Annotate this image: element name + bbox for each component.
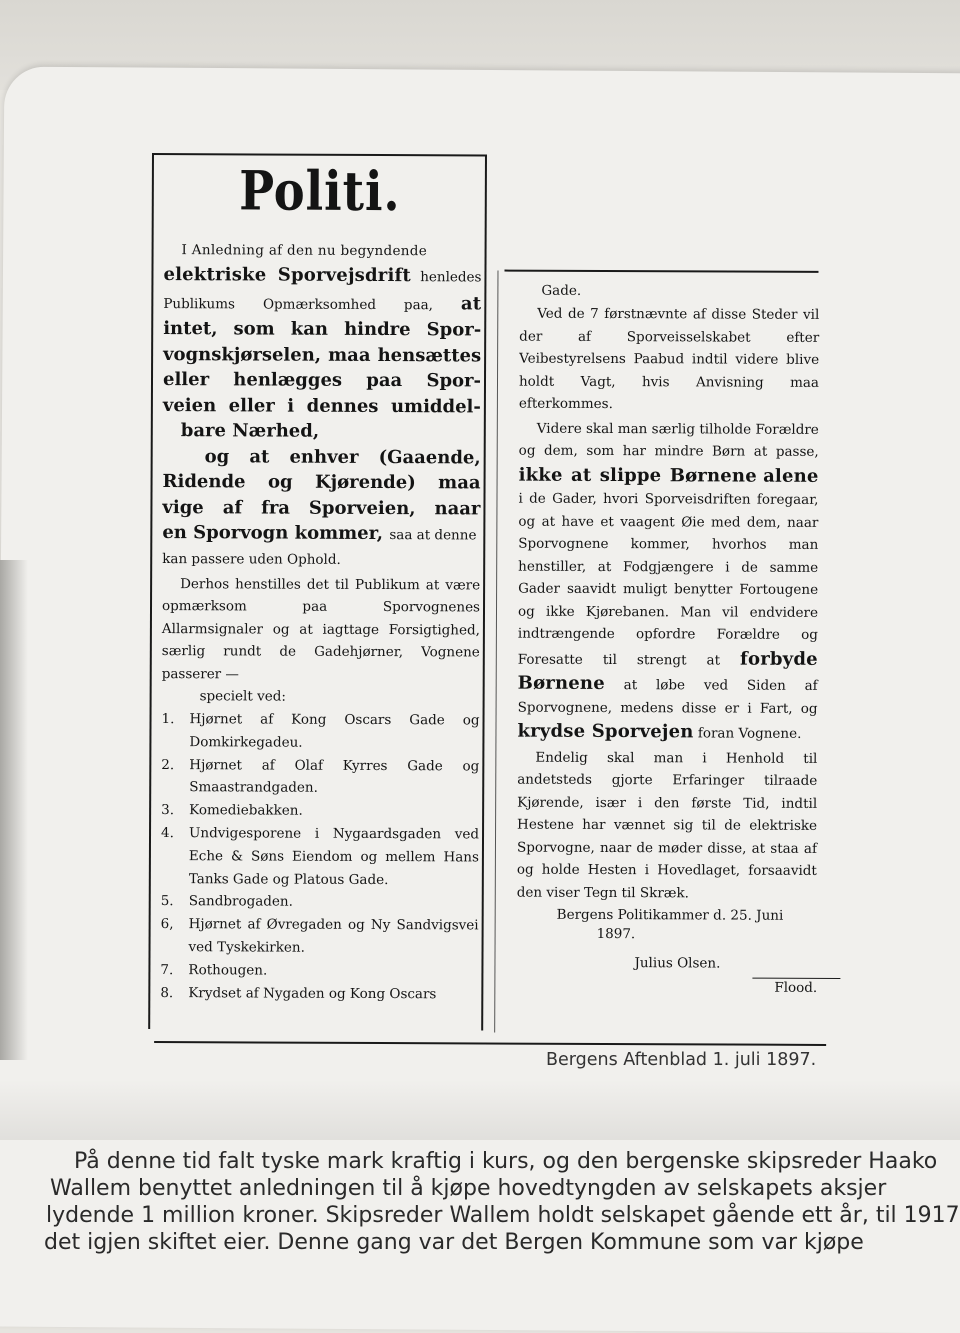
signature-olsen: Julius Olsen. <box>634 955 721 972</box>
list-item <box>160 959 478 983</box>
list-text: Undvigesporene i Nygaardsgaden ved Eche & Søns Eiendom og mellem Hans Tanks Gade og Platous Gade. <box>188 825 480 888</box>
publikum-text: Publikums Opmærksomhed paa, <box>163 296 434 314</box>
publikum-line <box>163 290 481 317</box>
body-line: det igjen skiftet eier. Denne gang var det Bergen Kommune som var kjøpe <box>44 1230 864 1255</box>
newspaper-clipping <box>146 153 832 1048</box>
year: 1897. <box>596 925 636 943</box>
page-gutter-shadow <box>0 560 28 1060</box>
list-item <box>161 799 479 823</box>
book-body-text <box>44 1148 960 1256</box>
list-item <box>160 913 478 960</box>
list-text: Krydset af Nygaden og Kong Oscars <box>188 984 437 1002</box>
list-number: 8. <box>160 984 174 1001</box>
gade-line: Gade. <box>541 282 582 299</box>
list-number: 4. <box>160 825 174 842</box>
small-after-text: saa at denne <box>389 527 477 544</box>
paragraph-endelig: Endelig skal man i Henhold til andetsteds gjorte Erfaringer tilraade Kjørende, især i den første Tid, indtil Hestene har vænnet sig til de elektriske Sporvogne, naar de møder disse, at staa af og holde Hesten i Hovedlaget, forsaavidt den viser Tegn til Skræk. <box>516 749 818 901</box>
clipping-title: Politi. <box>239 158 401 224</box>
bold-line: og at enhver (Gaaende, <box>204 445 481 468</box>
bold-line: intet, som kan hindre Spor- <box>163 318 482 341</box>
page-curve-shadow <box>0 1080 960 1140</box>
clipping-top-rule-right <box>504 270 818 273</box>
list-item <box>161 708 479 755</box>
right-column <box>516 280 819 1000</box>
gader-text: i de Gader, hvori Sporveisdriften foregaar, og at have et vaagent Øie med dem, naar Sporvognene kommer, hvorhos man henstiller, at Fodgjængere i de samme Gader saavidt muligt benytter Fortougene og ikke Kjørebanen. Man vil endvidere indtrængende opfordre Forældre og Foresatte til strengt at <box>517 490 819 668</box>
list-item <box>160 982 478 1006</box>
right-column-left-rule <box>494 271 498 1033</box>
passe-text: passe, <box>775 443 819 460</box>
list-item <box>161 754 479 801</box>
list-text: Hjørnet af Øvregaden og Ny Sandvigsvei ved Tyskekirken. <box>188 916 479 956</box>
bold-ikke-slippe: ikke at slippe Børnene <box>518 464 757 487</box>
list-text: Hjørnet af Olaf Kyrres Gade og Smaastrandgaden. <box>189 756 480 797</box>
bold-line: Ridende og Kjørende) maa <box>162 471 481 494</box>
intro-rest: henledes <box>420 269 482 286</box>
paragraph-vagt: Ved de 7 førstnævnte af disse Steder vil der af Sporveisselskabet efter Veibestyrelsens Paabud indtil videre blive holdt Vagt, hvis Anvisning maa efterkommes. <box>518 305 820 413</box>
left-column <box>160 239 481 1006</box>
column-divider <box>481 154 487 1030</box>
bold-line: veien eller i dennes umiddel- <box>162 394 481 417</box>
body-line: Wallem benyttet anledningen til å kjøpe hovedtyngden av selskapets aksjer <box>50 1176 887 1201</box>
bold-alene: alene <box>763 465 819 487</box>
bold-line: bare Nærhed, <box>180 420 320 442</box>
signature-flood: Flood. <box>774 979 818 996</box>
list-number: 1. <box>161 711 175 728</box>
foran-text: foran Vognene. <box>697 725 802 742</box>
clipping-top-rule-left <box>152 153 486 156</box>
specielt-line: specielt ved: <box>199 688 286 705</box>
body-line: På denne tid falt tyske mark kraftig i kurs, og den bergenske skipsreder Haako <box>74 1149 938 1174</box>
lobe-text: at løbe ved Siden af Sporvognene, medens disse er i Fart, og <box>517 677 818 717</box>
paragraph-videre <box>517 417 818 745</box>
list-number: 7. <box>160 961 174 978</box>
list-number: 5. <box>160 893 174 910</box>
clipping-bottom-rule <box>154 1041 826 1046</box>
warning-bold-block <box>162 316 481 549</box>
bold-line: eller henlægges paa Spor- <box>162 369 482 392</box>
intro-bold: elektriske Sporvejsdrift <box>163 264 412 287</box>
place-date: Bergens Politikammer d. 25. Juni <box>556 906 784 924</box>
list-text: Komediebakken. <box>189 802 303 819</box>
videre-text: Videre skal man særlig tilholde Forældre og dem, som har mindre Børn at <box>518 420 819 460</box>
intro-line-2 <box>163 262 481 289</box>
bold-krydse: krydse Sporvejen <box>517 720 694 743</box>
bold-line: vognskjørselen, maa hensættes <box>163 343 482 366</box>
list-text: Rothougen. <box>188 961 268 979</box>
bold-forbyde: forbyde Børnene <box>517 648 818 694</box>
body-line: lydende 1 million kroner. Skipsreder Wallem holdt selskapet gående ett år, til 1917 <box>46 1203 960 1228</box>
places-list <box>160 708 479 1006</box>
ophold-line: kan passere uden Ophold. <box>162 550 341 568</box>
list-number: 6, <box>160 916 174 933</box>
intro-line: I Anledning af den nu begyndende <box>181 242 428 260</box>
bold-line: vige af fra Sporveien, naar <box>162 496 481 519</box>
bold-last-text: en Sporvogn kommer, <box>162 522 384 545</box>
list-number: 3. <box>161 802 175 819</box>
paragraph-derhos: Derhos henstilles det til Publikum at være opmærksom paa Sporvognenes Allarmsignaler og at iagttage Forsigtighed, særlig rundt de Gadehjørner, Vognene passerer — <box>161 575 481 682</box>
list-item <box>161 822 479 892</box>
list-text: Hjørnet af Kong Oscars Gade og Domkirkegadeu. <box>189 711 480 751</box>
clipping-left-rule <box>148 153 154 1029</box>
list-item <box>161 890 479 914</box>
list-number: 2. <box>161 756 175 773</box>
at-bold: at <box>460 293 482 315</box>
figure-caption: Bergens Aftenblad 1. juli 1897. <box>546 1050 817 1070</box>
bold-line-last <box>162 520 480 549</box>
list-text: Sandbrogaden. <box>188 893 293 911</box>
